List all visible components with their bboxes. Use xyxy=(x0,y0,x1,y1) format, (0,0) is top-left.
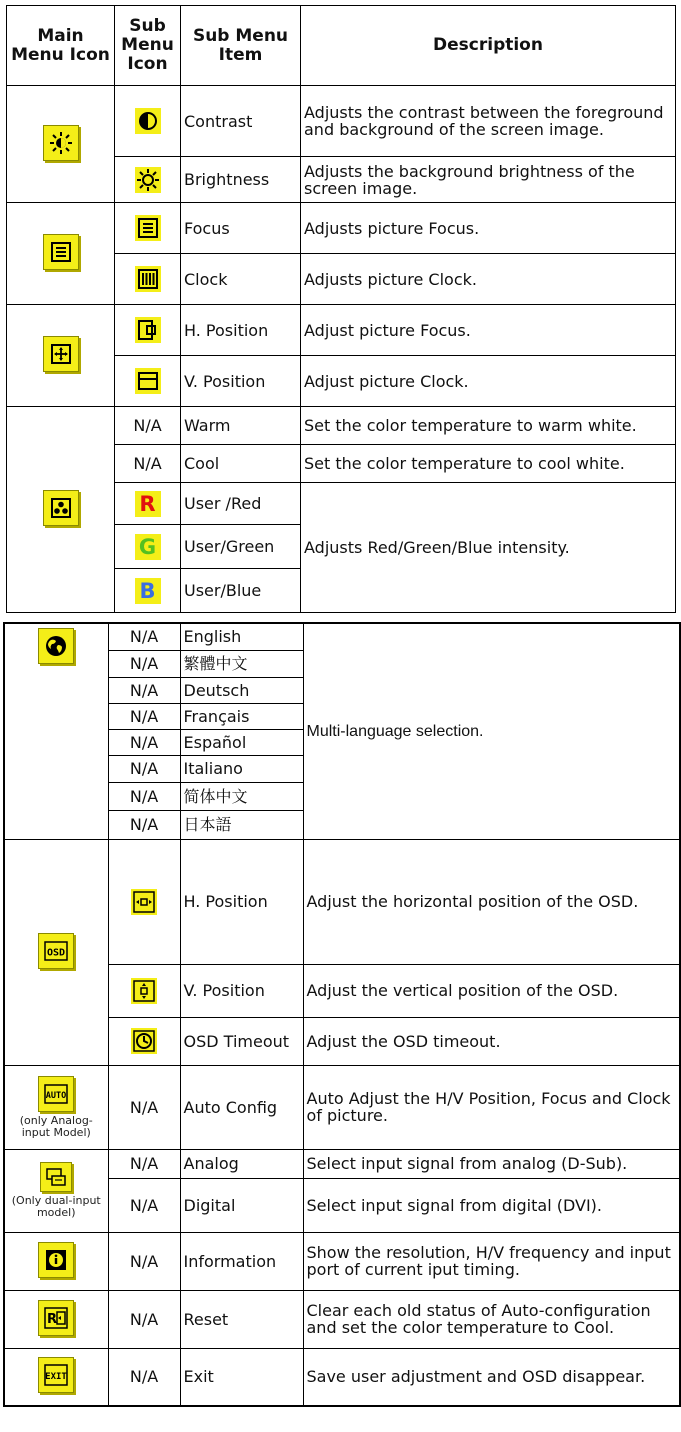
globe-main-icon xyxy=(38,628,74,664)
sub-item-exit: Exit xyxy=(180,1348,303,1406)
sub-item-contrast: Contrast xyxy=(181,86,301,157)
sun-icon xyxy=(135,167,161,193)
sub-icon-cell xyxy=(115,86,181,157)
color-main-icon xyxy=(43,490,79,526)
brightness-main-icon xyxy=(43,125,79,161)
osd-desc-h-position: Adjust the horizontal position of the OSD. xyxy=(303,839,680,964)
desc-exit: Save user adjustment and OSD disappear. xyxy=(303,1348,680,1406)
sub-item-auto-config: Auto Config xyxy=(180,1065,303,1149)
header-description: Description xyxy=(301,6,676,86)
na-label: N/A xyxy=(108,810,180,839)
auto-note: (only Analog-input Model) xyxy=(19,1113,93,1139)
table-row xyxy=(7,203,676,254)
auto-main-icon xyxy=(38,1076,74,1112)
sub-item-information: Information xyxy=(180,1232,303,1290)
sub-item-clock: Clock xyxy=(181,254,301,305)
svg-text:AUTO: AUTO xyxy=(46,1090,67,1101)
sub-item-brightness: Brightness xyxy=(181,157,301,203)
na-label: N/A xyxy=(108,677,180,703)
sub-icon-cell xyxy=(115,569,181,613)
main-icon-cell xyxy=(7,305,115,407)
na-label: N/A xyxy=(108,1290,180,1348)
table-row xyxy=(7,86,676,157)
na-label: N/A xyxy=(108,1065,180,1149)
timer-icon xyxy=(131,1028,157,1054)
osd-desc-timeout: Adjust the OSD timeout. xyxy=(303,1017,680,1065)
na-label: N/A xyxy=(108,623,180,650)
h-position-icon xyxy=(135,317,161,343)
sub-item-user-red: User /Red xyxy=(181,483,301,525)
na-label: N/A xyxy=(115,407,181,445)
main-icon-cell xyxy=(7,86,115,203)
main-icon-cell xyxy=(4,623,108,839)
desc-language xyxy=(303,623,680,839)
desc-brightness: Adjusts the background brightness of the screen image. xyxy=(301,157,676,203)
reset-main-icon xyxy=(38,1300,74,1336)
information-main-icon xyxy=(38,1242,74,1278)
desc-contrast: Adjusts the contrast between the foreground and background of the screen image. xyxy=(301,86,676,157)
desc-analog: Select input signal from analog (D-Sub). xyxy=(303,1149,680,1178)
na-label: N/A xyxy=(108,1232,180,1290)
desc-auto-config: Auto Adjust the H/V Position, Focus and Clock of picture. xyxy=(303,1065,680,1149)
table-row xyxy=(7,305,676,356)
sub-item-focus: Focus xyxy=(181,203,301,254)
green-g-icon: G xyxy=(135,534,161,560)
sub-item-digital: Digital xyxy=(180,1178,303,1232)
clock-bars-icon xyxy=(135,266,161,292)
osd-sub-item-timeout: OSD Timeout xyxy=(180,1017,303,1065)
sub-item-reset: Reset xyxy=(180,1290,303,1348)
desc-warm: Set the color temperature to warm white. xyxy=(301,407,676,445)
desc-digital: Select input signal from digital (DVI). xyxy=(303,1178,680,1232)
osd-h-position-icon xyxy=(131,889,157,915)
main-icon-cell xyxy=(4,1232,108,1290)
red-r-icon: R xyxy=(135,491,161,517)
v-position-icon xyxy=(135,368,161,394)
main-icon-cell xyxy=(4,1065,108,1149)
desc-v-position: Adjust picture Clock. xyxy=(301,356,676,407)
osd-main-icon xyxy=(38,933,74,969)
language-desc-text: Multi-language selection. xyxy=(306,723,484,741)
sub-icon-cell xyxy=(108,964,180,1017)
language-espanol: Español xyxy=(180,729,303,755)
sub-icon-cell xyxy=(115,525,181,569)
table-row xyxy=(4,1232,680,1290)
sub-item-user-blue: User/Blue xyxy=(181,569,301,613)
svg-text:R: R xyxy=(47,1311,58,1327)
osd-menu-table-1 xyxy=(6,5,676,613)
osd-desc-v-position: Adjust the vertical position of the OSD. xyxy=(303,964,680,1017)
na-label: N/A xyxy=(108,1348,180,1406)
osd-v-position-icon xyxy=(131,978,157,1004)
language-simplified-chinese: 简体中文 xyxy=(180,782,303,810)
table-row xyxy=(4,623,680,650)
svg-text:OSD: OSD xyxy=(47,947,66,958)
osd-sub-item-v-position: V. Position xyxy=(180,964,303,1017)
main-icon-cell xyxy=(4,1290,108,1348)
sub-icon-cell xyxy=(108,839,180,964)
svg-text:EXIT: EXIT xyxy=(45,1372,68,1383)
input-note: (Only dual-input model) xyxy=(11,1194,101,1219)
main-icon-cell xyxy=(4,1149,108,1232)
sub-icon-cell xyxy=(115,157,181,203)
header-sub-item: Sub Menu Item xyxy=(181,6,301,86)
na-label: N/A xyxy=(108,782,180,810)
desc-information: Show the resolution, H/V frequency and input port of current iput timing. xyxy=(303,1232,680,1290)
language-traditional-chinese: 繁體中文 xyxy=(180,650,303,677)
contrast-icon xyxy=(135,108,161,134)
desc-rgb: Adjusts Red/Green/Blue intensity. xyxy=(301,483,676,613)
sub-item-v-position: V. Position xyxy=(181,356,301,407)
language-deutsch: Deutsch xyxy=(180,677,303,703)
na-label: N/A xyxy=(108,729,180,755)
desc-focus: Adjusts picture Focus. xyxy=(301,203,676,254)
language-francais: Français xyxy=(180,703,303,729)
sub-icon-cell xyxy=(115,356,181,407)
table-row xyxy=(4,1290,680,1348)
na-label: N/A xyxy=(108,1178,180,1232)
table-row xyxy=(7,407,676,445)
blue-b-icon: B xyxy=(135,578,161,604)
main-icon-cell xyxy=(4,839,108,1065)
desc-clock: Adjusts picture Clock. xyxy=(301,254,676,305)
header-main-icon: Main Menu Icon xyxy=(7,6,115,86)
position-main-icon xyxy=(43,336,79,372)
input-select-main-icon xyxy=(40,1162,72,1192)
sub-item-cool: Cool xyxy=(181,445,301,483)
sub-item-user-green: User/Green xyxy=(181,525,301,569)
main-icon-cell xyxy=(7,203,115,305)
table-header-row xyxy=(7,6,676,86)
sub-icon-cell xyxy=(115,254,181,305)
sub-item-warm: Warm xyxy=(181,407,301,445)
osd-menu-table-2 xyxy=(3,622,681,1407)
main-icon-cell xyxy=(4,1348,108,1406)
desc-cool: Set the color temperature to cool white. xyxy=(301,445,676,483)
exit-main-icon xyxy=(38,1357,74,1393)
language-italiano: Italiano xyxy=(180,755,303,782)
header-sub-icon: Sub Menu Icon xyxy=(115,6,181,86)
main-icon-cell xyxy=(7,407,115,613)
na-label: N/A xyxy=(108,755,180,782)
na-label: N/A xyxy=(108,650,180,677)
desc-reset: Clear each old status of Auto-configuration and set the color temperature to Cool. xyxy=(303,1290,680,1348)
sub-icon-cell xyxy=(108,1017,180,1065)
language-english: English xyxy=(180,623,303,650)
osd-sub-item-h-position: H. Position xyxy=(180,839,303,964)
sub-item-h-position: H. Position xyxy=(181,305,301,356)
focus-lines-icon xyxy=(135,215,161,241)
na-label: N/A xyxy=(115,445,181,483)
table-row xyxy=(4,1149,680,1178)
sub-icon-cell xyxy=(115,483,181,525)
sub-icon-cell xyxy=(115,305,181,356)
table-row xyxy=(4,1348,680,1406)
na-label: N/A xyxy=(108,1149,180,1178)
table-row xyxy=(4,839,680,964)
sub-item-analog: Analog xyxy=(180,1149,303,1178)
na-label: N/A xyxy=(108,703,180,729)
desc-h-position: Adjust picture Focus. xyxy=(301,305,676,356)
language-japanese: 日本語 xyxy=(180,810,303,839)
table-row xyxy=(4,1065,680,1149)
sub-icon-cell xyxy=(115,203,181,254)
image-setup-main-icon xyxy=(43,234,79,270)
